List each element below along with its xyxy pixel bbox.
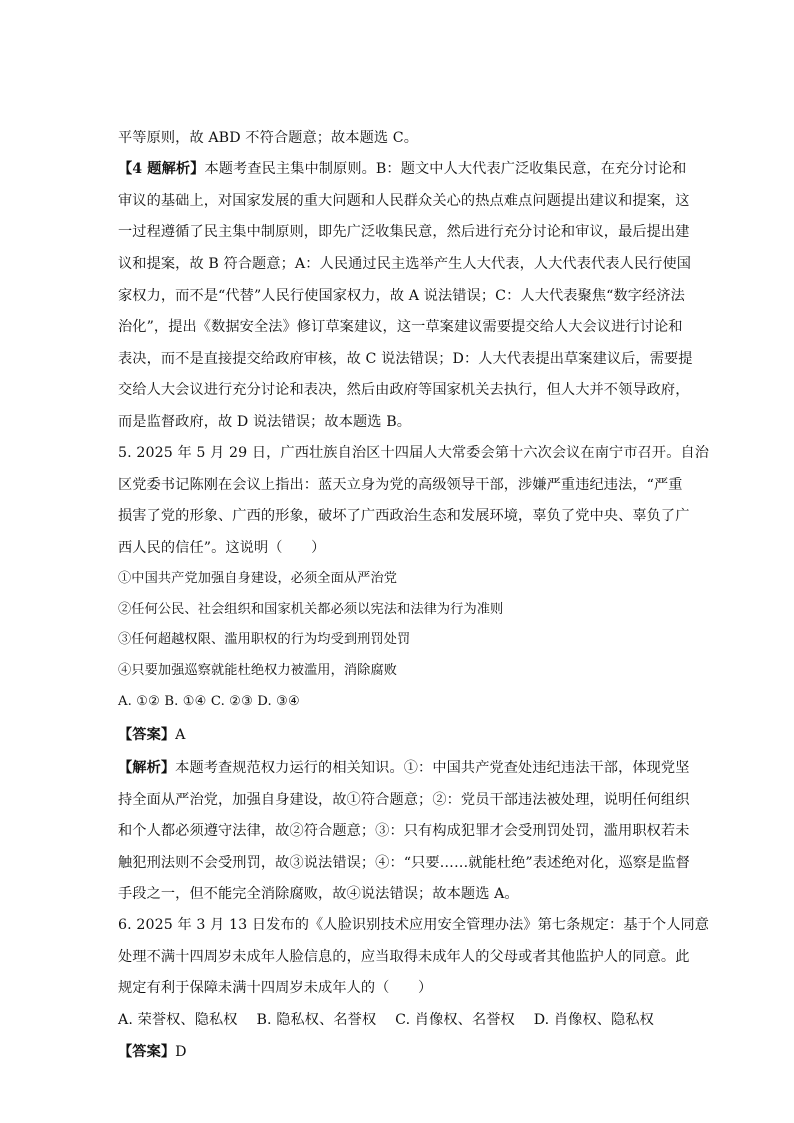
text-line: 而是监督政府，故 D 说法错误；故本题选 B。 [118,414,412,430]
option-line: ④只要加强巡察就能杜绝权力被滥用，消除腐败 [118,663,398,678]
choices-line: A. 荣誉权、隐私权 B. 隐私权、名誉权 C. 肖像权、名誉权 D. 肖像权、隐私权 [118,1012,654,1028]
section-label: 【答案】 [118,727,176,743]
text-line: 损害了党的形象、广西的形象，破坏了广西政治生态和发展环境，辜负了党中央、辜负了广 [118,508,690,524]
text-line: 规定有利于保障未满十四周岁未成年人的（ ） [118,980,433,996]
text-line: 【解析】本题考查规范权力运行的相关知识。①：中国共产党查处违纪违法干部，体现党坚 [118,760,690,776]
text-line: 交给人大会议进行充分讨论和表决，然后由政府等国家机关去执行，但人大并不领导政府， [118,382,690,398]
text-line: 治化”，提出《数据安全法》修订草案建议，这一草案建议需要提交给人大会议进行讨论和 [118,319,683,335]
text-line: 触犯刑法则不会受刑罚，故③说法错误；④：“只要……就能杜绝”表述绝对化，巡察是监督 [118,855,690,871]
option-line: ③任何超越权限、滥用职权的行为均受到刑罚处罚 [118,632,411,647]
question-5-line: 5. 2025 年 5 月 29 日，广西壮族自治区十四届人大常委会第十六次会议在南宁市召开。自治 [118,445,710,461]
text-line: 处理不满十四周岁未成年人脸信息的，应当取得未成年人的父母或者其他监护人的同意。此 [118,949,690,965]
text-line: 审议的基础上，对国家发展的重大问题和人民群众关心的热点难点问题提出建议和提案，这 [118,193,690,209]
text-line: 家权力，而不是“代替”人民行使国家权力，故 A 说法错误；C：人大代表聚焦“数字经济法 [118,288,685,304]
text-line: 手段之一，但不能完全消除腐败，故④说法错误；故本题选 A。 [118,886,519,902]
text-line: 一过程遵循了民主集中制原则，即先广泛收集民意，然后进行充分讨论和审议，最后提出建 [118,224,690,240]
question-6-line: 6. 2025 年 3 月 13 日发布的《人脸识别技术应用安全管理办法》第七条规定：基于个人同意 [118,917,710,933]
text-line: 【4 题解析】本题考查民主集中制原则。B：题文中人大代表广泛收集民意，在充分讨论和 [118,161,687,177]
choices-line: A. ①② B. ①④ C. ②③ D. ③④ [118,694,300,709]
section-label: 【解析】 [118,760,176,776]
text-line: 西人民的信任”。这说明（ ） [118,540,326,556]
text-line: 持全面从严治党，加强自身建设，故①符合题意；②：党员干部违法被处理，说明任何组织 [118,792,690,808]
text-line: 表决，而不是直接提交给政府审核，故 C 说法错误；D：人大代表提出草案建议后，需要提 [118,351,693,367]
option-line: ①中国共产党加强自身建设，必须全面从严治党 [118,571,398,586]
section-label: 【4 题解析】 [118,161,205,177]
answer-line: 【答案】D [118,1044,187,1060]
section-label: 【答案】 [118,1044,176,1060]
text-line: 平等原则，故 ABD 不符合题意；故本题选 C。 [118,130,419,146]
answer-line: 【答案】A [118,727,186,743]
text-line: 和个人都必须遵守法律，故②符合题意；③：只有构成犯罪才会受刑罚处罚，滥用职权若未 [118,823,690,839]
text-line: 区党委书记陈刚在会议上指出：蓝天立身为党的高级领导干部，涉嫌严重违纪违法，“严重 [118,477,683,493]
text-line: 议和提案，故 B 符合题意；A：人民通过民主选举产生人大代表，人大代表代表人民行使国 [118,256,692,272]
option-line: ②任何公民、社会组织和国家机关都必须以宪法和法律为行为准则 [118,602,504,617]
